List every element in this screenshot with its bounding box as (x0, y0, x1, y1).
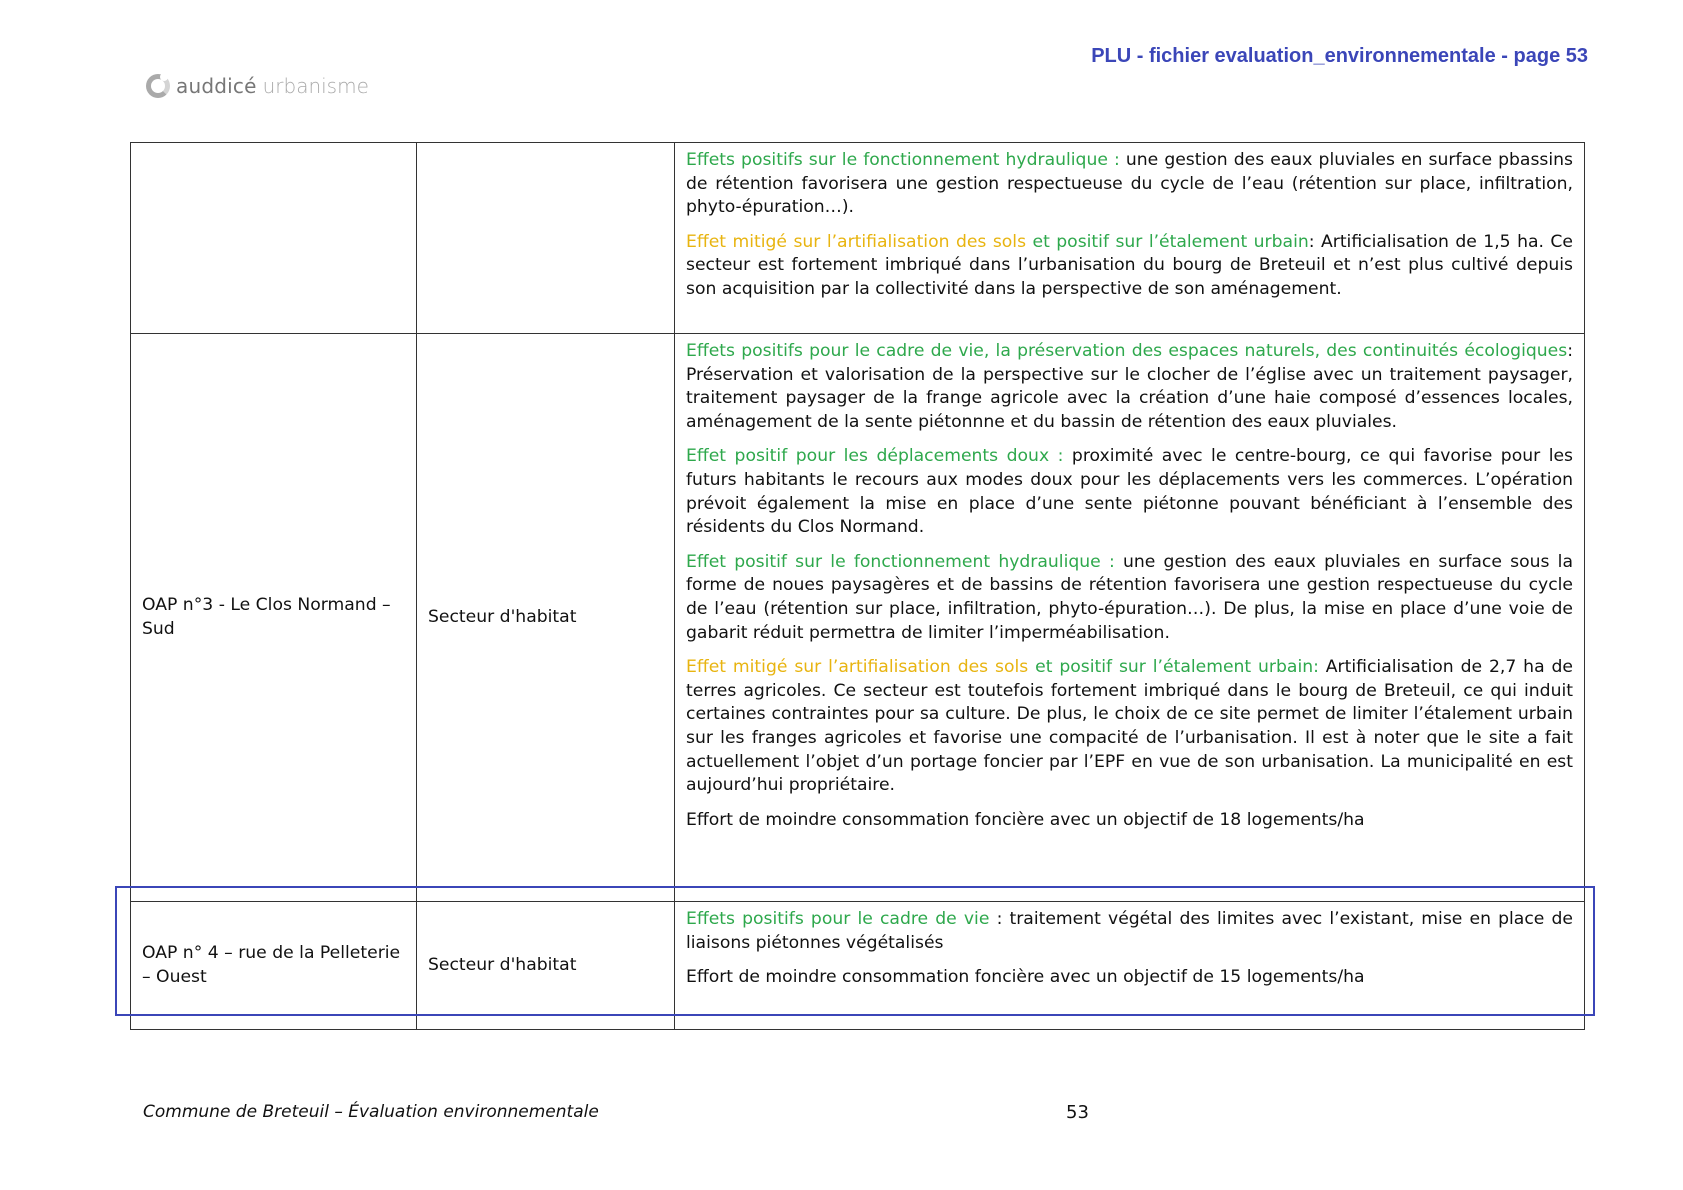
effects-cell (675, 143, 1585, 334)
logo-text-secondary: urbanisme (262, 74, 369, 98)
effect-text: : Artificialisation de 1,5 ha. Ce secteur est fortement imbriqué dans l’urbanisation du bourg de Breteuil et n’est plus cultivé depuis son acquisition par la collectivité dans la perspective de son aménagement. (686, 231, 1573, 299)
effect-text: Effort de moindre consommation foncière avec un objectif de 15 logements/ha (686, 967, 1365, 988)
effect-text: proximité avec le centre-bourg, ce qui favorise pour les futurs habitants le recours aux modes doux pour les déplacements vers les commerces. L’opération prévoit également la mise en place d’une sente piétonne pouvant bénéficiant à l’ensemble des résidents du Clos Normand. (686, 446, 1573, 538)
footer-page-number: 53 (1066, 1102, 1089, 1123)
mitigated-effect-label: Effet mitigé sur l’artifialisation des sols (686, 231, 1027, 252)
effect-text: Artificialisation de 2,7 ha de terres agricoles. Ce secteur est toutefois fortement imbriqué dans le bourg de Breteuil, ce qui induit certaines contraintes pour sa culture. De plus, le choix de ce site permet de limiter l’étalement urbain sur les franges agricoles et favorise une compacité de l’urbanisation. Il est à noter que le site a fait actuellement l’objet d’un portage foncier par l’EPF en vue de son urbanisation. La municipalité en est aujourd’hui propriétaire. (686, 657, 1573, 796)
positive-effect-label: Effets positifs pour le cadre de vie (686, 909, 990, 929)
logo-text-primary: auddicé (176, 74, 257, 98)
footer-document-title: Commune de Breteuil – Évaluation environnementale (143, 1102, 599, 1122)
positive-effect-label: et positif sur l’étalement urbain: (1028, 657, 1319, 678)
oap-name-cell: OAP n° 4 – rue de la Pelleterie – Ouest (131, 902, 417, 1030)
table-row (131, 143, 1585, 334)
oap-name-cell: OAP n°3 - Le Clos Normand – Sud (131, 334, 417, 902)
document-header-title: PLU - fichier evaluation_environnementale - page 53 (1091, 45, 1588, 67)
effect-text: une gestion des eaux pluviales en surface sous la forme de noues paysagères et de bassins de rétention favorisera une gestion respectueuse du cycle de l’eau (rétention sur place, infiltration, phyto-épuration…). De plus, la mise en place d’une voie de gabarit réduit permettra de limiter l’imperméabilisation. (686, 551, 1573, 643)
effect-paragraph (686, 551, 1573, 645)
effect-text: une gestion des eaux pluviales en surface pbassins de rétention favorisera une gestion respectueuse du cycle de l’eau (rétention sur place, infiltration, phyto-épuration…). (686, 150, 1573, 218)
effect-paragraph (686, 809, 1573, 833)
highlight-box (115, 886, 1595, 1016)
effects-cell (675, 334, 1585, 902)
effect-paragraph (686, 445, 1573, 539)
sector-type-cell: Secteur d'habitat (417, 902, 675, 1030)
mitigated-effect-label: Effet mitigé sur l’artifialisation des sols (686, 657, 1029, 678)
sector-type-cell (417, 143, 675, 334)
positive-effect-label: Effets positifs sur le fonctionnement hydraulique : (686, 150, 1120, 170)
effect-text: : traitement végétal des limites avec l’existant, mise en place de liaisons piétonnes végétalisés (686, 909, 1573, 953)
positive-effect-label: Effet positif pour les déplacements doux : (686, 446, 1064, 467)
positive-effect-label: et positif sur l’étalement urbain (1026, 231, 1309, 252)
positive-effect-label: Effets positifs pour le cadre de vie, la préservation des espaces naturels, des continuités écologiques (686, 341, 1568, 361)
oap-name-cell (131, 143, 417, 334)
effect-text: : Préservation et valorisation de la perspective sur le clocher de l’église avec un traitement paysager, traitement paysager de la frange agricole avec la création d’une haie composé d’essences locales, aménagement de la sente piétonnne et du bassin de rétention des eaux pluviales. (686, 341, 1573, 432)
table-row (131, 334, 1585, 902)
effect-paragraph (686, 149, 1573, 220)
effect-paragraph (686, 656, 1573, 798)
positive-effect-label: Effet positif sur le fonctionnement hydraulique : (686, 551, 1115, 572)
sector-type-cell: Secteur d'habitat (417, 334, 675, 902)
effect-paragraph (686, 231, 1573, 302)
logo-mark-icon (146, 74, 170, 98)
effect-text: Effort de moindre consommation foncière avec un objectif de 18 logements/ha (686, 809, 1365, 830)
effect-paragraph (686, 340, 1573, 434)
company-logo (146, 74, 369, 98)
